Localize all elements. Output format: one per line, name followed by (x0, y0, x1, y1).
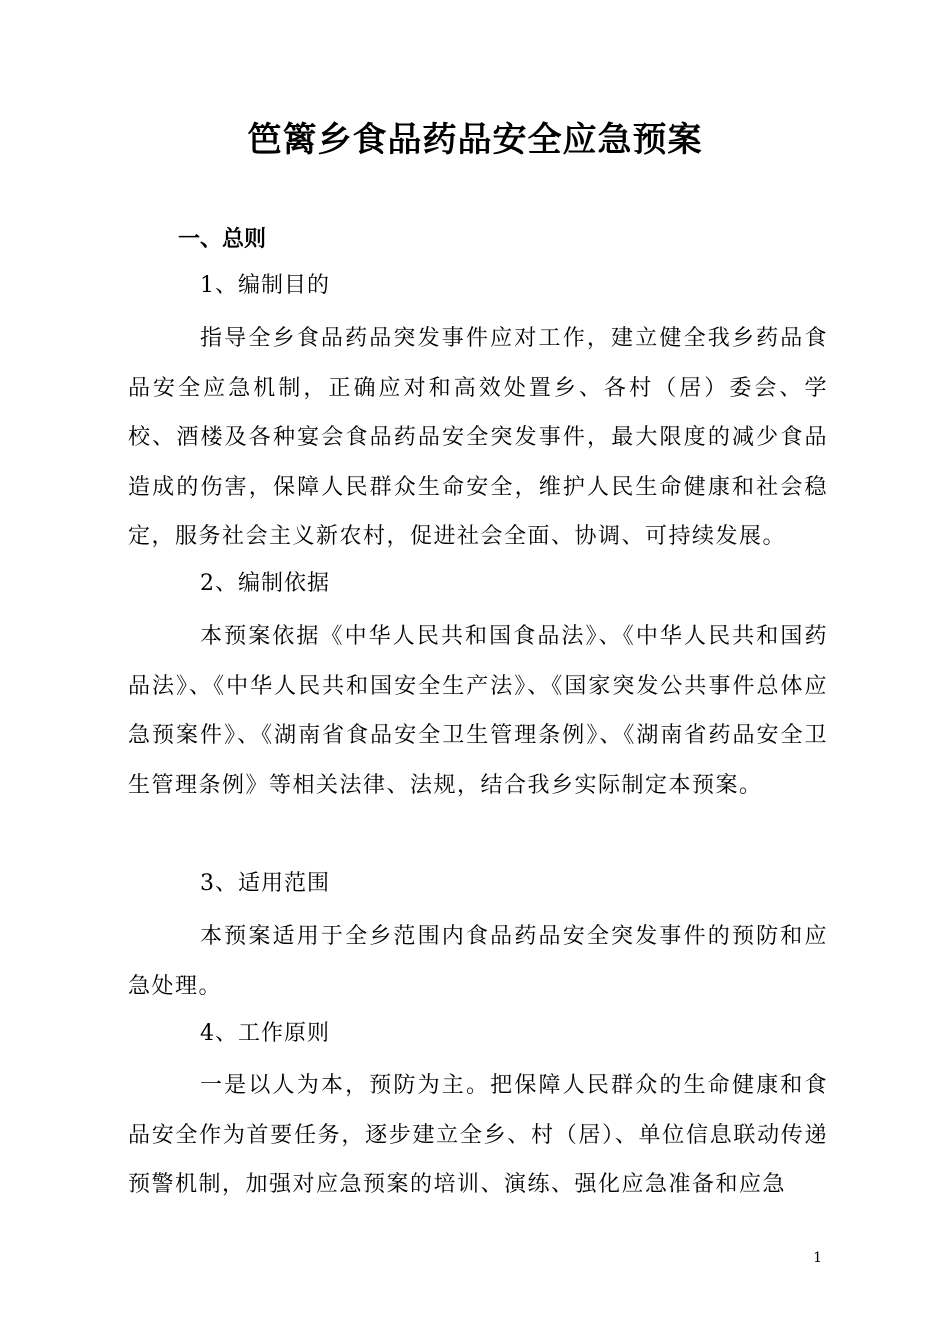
subheading-purpose: 1、编制目的 (200, 273, 330, 298)
paragraph-principles: 一是以人为本，预防为主。把保障人民群众的生命健康和食品安全作为首要任务，逐步建立全乡、村（居）、单位信息联动传递预警机制，加强对应急预案的培训、演练、强化应急准备和应急 (128, 1073, 828, 1197)
section-heading-general: 一、总则 (178, 227, 267, 252)
paragraph-basis: 本预案依据《中华人民共和国食品法》、《中华人民共和国药品法》、《中华人民共和国安全生产法》、《国家突发公共事件总体应急预案件》、《湖南省食品安全卫生管理条例》、《湖南省药品安全卫生管理条例》等相关法律、法规，结合我乡实际制定本预案。 (128, 624, 828, 798)
document-title: 笆篱乡食品药品安全应急预案 (247, 120, 703, 160)
subheading-scope: 3、适用范围 (200, 871, 330, 896)
page-number: 1 (813, 1250, 822, 1266)
subheading-basis: 2、编制依据 (200, 571, 330, 596)
paragraph-scope: 本预案适用于全乡范围内食品药品安全突发事件的预防和应急处理。 (128, 924, 828, 999)
paragraph-purpose: 指导全乡食品药品突发事件应对工作，建立健全我乡药品食品安全应急机制，正确应对和高效处置乡、各村（居）委会、学校、酒楼及各种宴会食品药品安全突发事件，最大限度的减少食品造成的伤害，保障人民群众生命安全，维护人民生命健康和社会稳定，服务社会主义新农村，促进社会全面、协调、可持续发展。 (128, 326, 828, 549)
subheading-principles: 4、工作原则 (200, 1021, 330, 1046)
